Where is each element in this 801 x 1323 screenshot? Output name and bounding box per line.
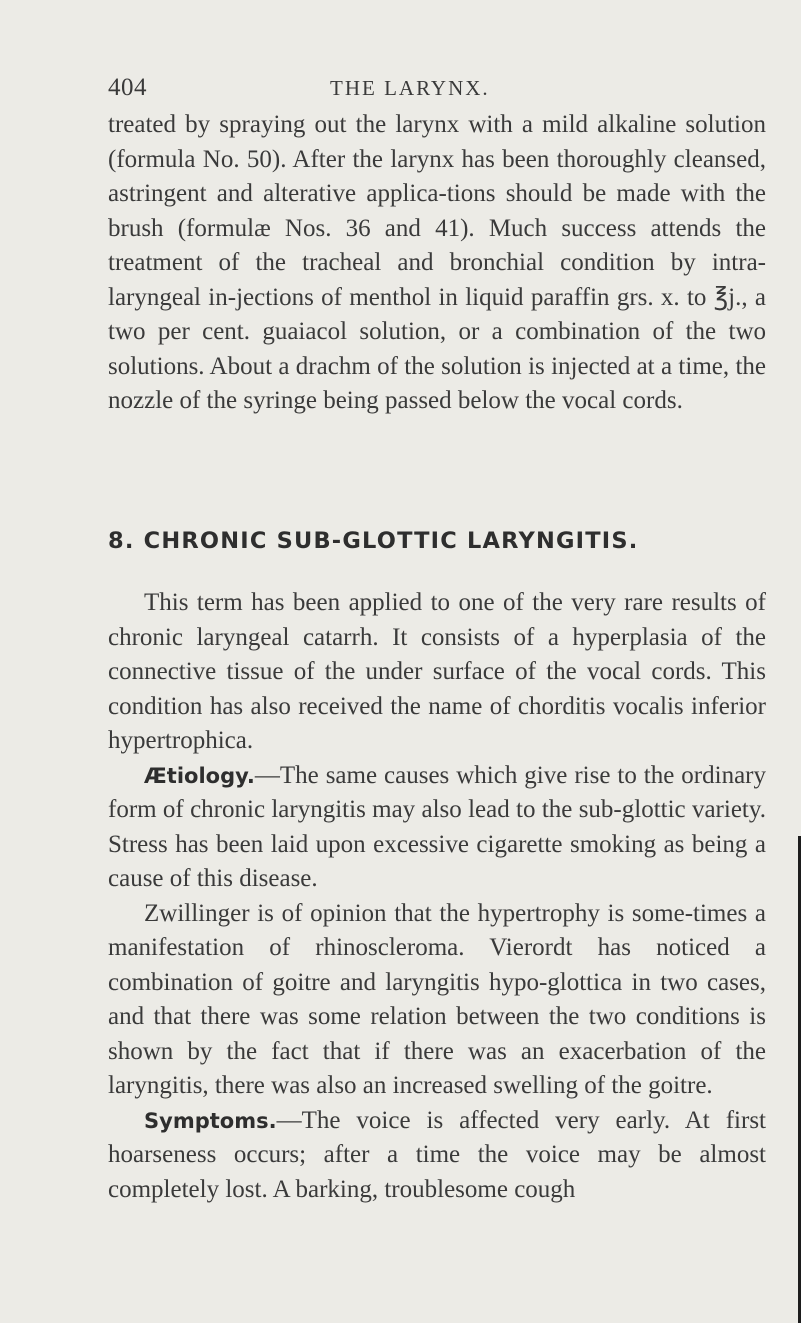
symptoms-label: Symptoms. (144, 1108, 277, 1133)
paragraph-symptoms (108, 1104, 766, 1208)
symptoms-text: —The voice is affected very early. At first hoarseness occurs; after a time the voice may be almost completely lost. A barking, troublesome cough (108, 1106, 766, 1203)
section-heading: 8. CHRONIC SUB-GLOTTIC LARYNGITIS. (108, 528, 639, 554)
aetiology-text: —The same causes which give rise to the ordinary form of chronic laryngitis may also lead to the sub-glottic variety. Stress has been laid upon excessive cigarette smoking as being a cause of this disease. (108, 761, 766, 892)
text-block-top (108, 108, 766, 419)
paragraph-zwillinger: Zwillinger is of opinion that the hypertrophy is some-times a manifestation of rhinoscleroma. Vierordt has noticed a combination of goitre and laryngitis hypo-glottica in two cases, and that there was some relation between the two conditions is shown by the fact that if there was an exacerbation of the laryngitis, there was also an increased swelling of the goitre. (108, 899, 766, 1099)
running-head: THE LARYNX. (330, 76, 490, 100)
paragraph-aetiology (108, 759, 766, 897)
paragraph-continuation: treated by spraying out the larynx with a mild alkaline solution (formula No. 50). After the larynx has been thoroughly cleansed, astringent and alterative applica-tions should be made with the brush (formulæ Nos. 36 and 41). Much success attends the treatment of the tracheal and bronchial condition by intra-laryngeal in-jections of menthol in liquid paraffin grs. x. to ℥j., a two per cent. guaiacol solution, or a combination of the two solutions. About a drachm of the solution is injected at a time, the nozzle of the syringe being passed below the vocal cords. (108, 111, 766, 414)
page-number: 404 (108, 74, 147, 101)
text-block-main (108, 586, 766, 1207)
paragraph-intro: This term has been applied to one of the very rare results of chronic laryngeal catarrh. It consists of a hyperplasia of the connective tissue of the under surface of the vocal cords. This condition has also received the name of chorditis vocalis inferior hypertrophica. (108, 589, 766, 754)
aetiology-label: Ætiology. (144, 763, 255, 788)
